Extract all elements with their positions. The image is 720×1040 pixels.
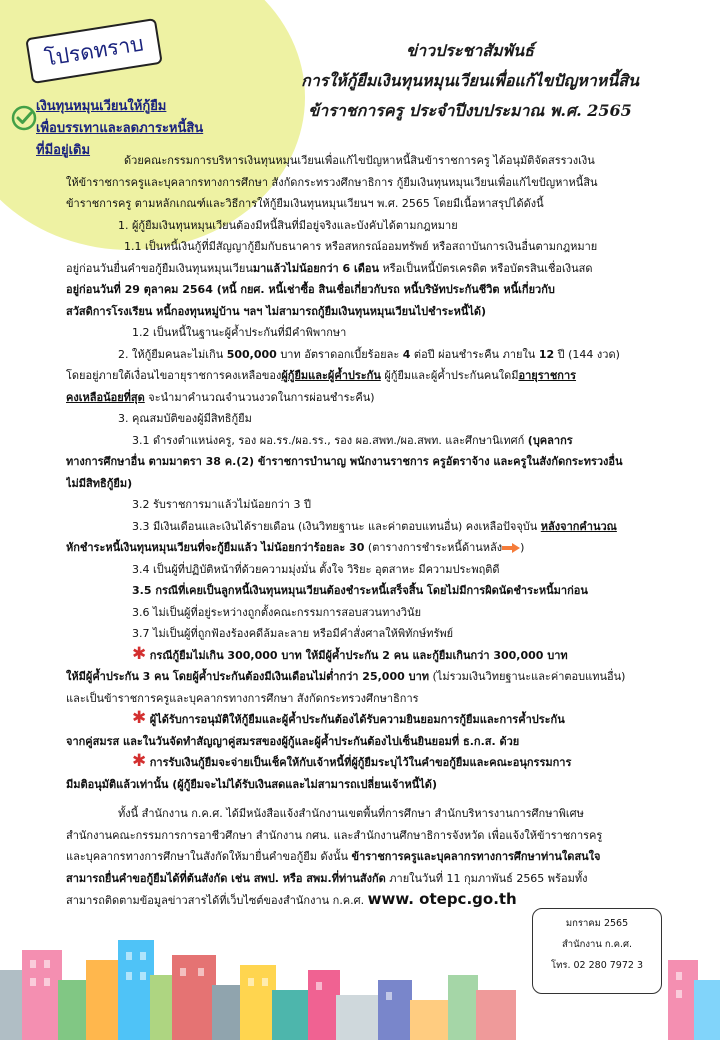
title-line-2: การให้กู้ยืมเงินทุนหมุนเวียนเพื่อแก้ไขปัญหาหนี้สิน — [301, 71, 639, 90]
text-span-bold: หักชำระหนี้เงินทุนหมุนเวียนที่จะกู้ยืมแล้ว ไม่น้อยกว่าร้อยละ 30 — [66, 541, 365, 554]
red-star-icon: ✱ — [132, 709, 147, 728]
paragraph-line: ด้วยคณะกรรมการบริหารเงินทุนหมุนเวียนเพื่อแก้ไขปัญหาหนี้สินข้าราชการครู ได้อนุมัติจัดสรรวงเงิน — [124, 154, 595, 167]
text-span: 2. ให้กู้ยืมคนละไม่เกิน — [118, 347, 227, 361]
arrow-right-icon — [502, 543, 520, 553]
text-span: ผู้กู้ยืมและผู้ค้ำประกันคนใดมี — [380, 369, 519, 382]
text-span: สามารถติดตามข้อมูลข่าวสารได้ที่เว็บไซต์ของสำนักงาน ก.ค.ศ. — [66, 894, 368, 907]
paragraph-line: ไม่มีสิทธิกู้ยืม) — [66, 476, 133, 490]
text-span-bold: การรับเงินกู้ยืมจะจ่ายเป็นเช็คให้กับเจ้าหนี้ที่ผู้กู้ยืมระบุไว้ในคำขอกู้ยืมและคณะอนุกรรมการ — [149, 756, 572, 769]
paragraph-line — [66, 868, 706, 890]
text-span: และบุคลากรทางการศึกษาในสังกัดให้มายื่นคำขอกู้ยืม ดังนั้น — [66, 850, 352, 863]
paragraph-line: ให้ข้าราชการครูและบุคลากรทางการศึกษา สังกัดกระทรวงศึกษาธิการ กู้ยืมเงินทุนหมุนเวียนเพื่อแก้ไขปัญหาหนี้สิน — [66, 175, 598, 189]
paragraph-line: 3.2 รับราชการมาแล้วไม่น้อยกว่า 3 ปี — [132, 498, 311, 511]
badge-line: ที่มีอยู่เดิม — [36, 143, 91, 158]
paragraph-line: มีมติอนุมัติแล้วเท่านั้น (ผู้กู้ยืมจะไม่ได้รับเงินสดและไม่สามารถเปลี่ยนเจ้าหนี้ได้) — [66, 777, 437, 791]
text-span-underline: ผู้กู้ยืมและผู้ค้ำประกัน — [281, 369, 381, 382]
section-2-line — [66, 344, 706, 366]
section-1-heading: 1. ผู้กู้ยืมเงินทุนหมุนเวียนต้องมีหนี้สินที่มีอยู่จริงและบังคับได้ตามกฎหมาย — [118, 218, 458, 232]
text-span: จะนำมาคำนวณจำนวนงวดในการผ่อนชำระคืน) — [144, 390, 375, 404]
paragraph-line: สำนักงานคณะกรรมการการอาชีวศึกษา สำนักงาน กศน. และสำนักงานศึกษาธิการจังหวัด เพื่อแจ้งให้ข้าราชการครู — [66, 828, 603, 842]
text-span: ภายในวันที่ 11 กุมภาพันธ์ 2565 พร้อมทั้ง — [385, 871, 588, 885]
paragraph-line: 3.5 กรณีที่เคยเป็นลูกหนี้เงินทุนหมุนเวียนต้องชำระหนี้เสร็จสิ้น โดยไม่มีการผิดนัดชำระหนี้มาก่อน — [132, 584, 588, 597]
paragraph-line: อยู่ก่อนวันที่ 29 ตุลาคม 2564 (หนี้ กยศ. หนี้เช่าซื้อ สินเชื่อเกี่ยวกับรถ หนี้บริษัทประกันชีวิต หนี้เกี่ยวกับ — [66, 283, 555, 296]
paragraph-line: 1.2 เป็นหนี้ในฐานะผู้ค้ำประกันที่มีคำพิพากษา — [132, 326, 347, 339]
text-span-bold: 12 — [538, 347, 555, 361]
paragraph-line: 3.6 ไม่เป็นผู้ที่อยู่ระหว่างถูกตั้งคณะกรรมการสอบสวนทางวินัย — [132, 605, 422, 619]
paragraph-line: ข้าราชการครู ตามหลักเกณฑ์และวิธีการให้กู้ยืมเงินทุนหมุนเวียนฯ พ.ศ. 2565 โดยมีเนื้อหาสรุปได้ดังนี้ — [66, 197, 544, 210]
announcement-body — [66, 150, 706, 912]
text-span-underline: อายุราชการ — [518, 369, 577, 382]
footer-office: สำนักงาน ก.ค.ศ. — [561, 939, 633, 950]
paragraph-line: สวัสดิการโรงเรียน หนี้กองทุนหมู่บ้าน ฯลฯ ไม่สามารถกู้ยืมเงินทุนหมุนเวียนไปชำระหนี้ได้) — [66, 304, 487, 318]
paragraph-line: 3.7 ไม่เป็นผู้ที่ถูกฟ้องร้องคดีล้มละลาย หรือมีคำสั่งศาลให้พิทักษ์ทรัพย์ — [132, 627, 454, 640]
paragraph-line — [66, 258, 706, 280]
paragraph-line — [66, 666, 706, 688]
text-span-bold: สามารถยื่นคำขอกู้ยืมได้ที่ต้นสังกัด เช่น สพป. หรือ สพม.ที่ท่านสังกัด — [66, 871, 386, 885]
website-link[interactable]: www. otepc.go.th — [367, 890, 517, 908]
text-span: บาท อัตราดอกเบี้ยร้อยละ — [276, 347, 403, 361]
title-line-1: ข่าวประชาสัมพันธ์ — [406, 41, 534, 60]
text-span: โดยอยู่ภายใต้เงื่อนไขอายุราชการคงเหลือของ — [66, 369, 282, 382]
title-line-3: ข้าราชการครู ประจำปีงบประมาณ พ.ศ. 2565 — [308, 101, 632, 120]
paragraph-line: ทางการศึกษาอื่น ตามมาตรา 38 ค.(2) ข้าราชการบำนาญ พนักงานราชการ ครูอัตราจ้าง และครูในสังกัดกระทรวงอื่น — [66, 455, 623, 468]
text-span: 3.3 มีเงินเดือนและเงินได้รายเดือน (เงินวิทยฐานะ และค่าตอบแทนอื่น) คงเหลือปัจจุบัน — [132, 519, 541, 533]
page-title — [230, 36, 710, 126]
text-span: (ไม่รวมเงินวิทยฐานะและค่าตอบแทนอื่น) — [429, 670, 626, 683]
contact-box — [532, 908, 662, 994]
paragraph-line: และเป็นข้าราชการครูและบุคลากรทางการศึกษา สังกัดกระทรวงศึกษาธิการ — [66, 691, 419, 705]
paragraph-line — [66, 430, 706, 452]
red-star-icon: ✱ — [132, 644, 147, 664]
paragraph-line: ทั้งนี้ สำนักงาน ก.ค.ศ. ได้มีหนังสือแจ้งสำนักงานเขตพื้นที่การศึกษา สำนักบริหารงานการศึกษาพิเศษ — [118, 807, 584, 820]
paragraph-line — [66, 752, 706, 774]
text-span-bold: ข้าราชการครูและบุคลากรทางการศึกษาท่านใดสนใจ — [351, 850, 601, 863]
paragraph-line — [66, 645, 706, 667]
footer-date: มกราคม 2565 — [565, 918, 629, 929]
paragraph-line — [66, 387, 706, 409]
paragraph-line: 3.4 เป็นผู้ที่ปฏิบัติหน้าที่ด้วยความมุ่งมั่น ตั้งใจ วิริยะ อุตสาหะ มีความประพฤติดี — [132, 562, 500, 576]
paragraph-line — [66, 365, 706, 387]
text-span: หรือเป็นหนี้บัตรเครดิต หรือบัตรสินเชื่อเงินสด — [379, 261, 593, 275]
red-star-icon: ✱ — [132, 752, 147, 771]
paragraph-line: จากคู่สมรส และในวันจัดทำสัญญาคู่สมรสของผู้กู้และผู้ค้ำประกันต้องไปเซ็นยินยอมที่ ธ.ก.ส. ด้วย — [66, 734, 520, 748]
text-span-bold: (บุคลากร — [527, 433, 573, 447]
text-span-bold: มาแล้วไม่น้อยกว่า 6 เดือน — [252, 261, 380, 275]
text-span: อยู่ก่อนวันยื่นคำขอกู้ยืมเงินทุนหมุนเวียน — [66, 261, 253, 275]
paragraph-line — [66, 537, 706, 559]
text-span-underline: หลังจากคำนวณ — [540, 519, 617, 533]
check-circle-icon — [10, 104, 38, 132]
paragraph-line: 1.1 เป็นหนี้เงินกู้ที่มีสัญญากู้ยืมกับธนาคาร หรือสหกรณ์ออมทรัพย์ หรือสถาบันการเงินอื่นตามกฎหมาย — [124, 240, 598, 253]
text-span-bold: ให้มีผู้ค้ำประกัน 3 คน โดยผู้ค้ำประกันต้องมีเงินเดือนไม่ต่ำกว่า 25,000 บาท — [66, 670, 429, 683]
paragraph-line — [66, 709, 706, 731]
paragraph-line — [66, 846, 706, 868]
text-span: ปี (144 งวด) — [554, 347, 620, 361]
text-span-bold: 4 — [402, 347, 411, 361]
text-span: ต่อปี ผ่อนชำระคืน ภายใน — [410, 347, 539, 361]
badge-line: เงินทุนหมุนเวียนให้กู้ยืม — [36, 99, 167, 114]
text-span: 3.1 ดำรงตำแหน่งครู, รอง ผอ.รร./ผอ.รร., รอง ผอ.สพท./ผอ.สพท. และศึกษานิเทศก์ — [132, 433, 528, 447]
text-span-bold: 500,000 — [226, 347, 277, 361]
text-span: (ตารางการชำระหนี้ด้านหลัง — [364, 541, 503, 554]
text-span: ) — [520, 541, 525, 554]
text-span-underline: คงเหลือน้อยที่สุด — [66, 390, 145, 404]
section-3-heading: 3. คุณสมบัติของผู้มีสิทธิกู้ยืม — [118, 412, 252, 425]
badge-line: เพื่อบรรเทาและลดภาระหนี้สิน — [36, 121, 204, 136]
paragraph-line — [66, 516, 706, 538]
notice-badge-title: โปรดทราบ — [42, 30, 146, 71]
text-span-bold: ผู้ได้รับการอนุมัติให้กู้ยืมและผู้ค้ำประกันต้องได้รับความยินยอมการกู้ยืมและการค้ำประกัน — [149, 713, 565, 726]
footer-phone: โทร. 02 280 7972 3 — [550, 960, 643, 971]
text-span-bold: กรณีกู้ยืมไม่เกิน 300,000 บาท ให้มีผู้ค้ำประกัน 2 คน และกู้ยืมเกินกว่า 300,000 บาท — [149, 648, 568, 662]
